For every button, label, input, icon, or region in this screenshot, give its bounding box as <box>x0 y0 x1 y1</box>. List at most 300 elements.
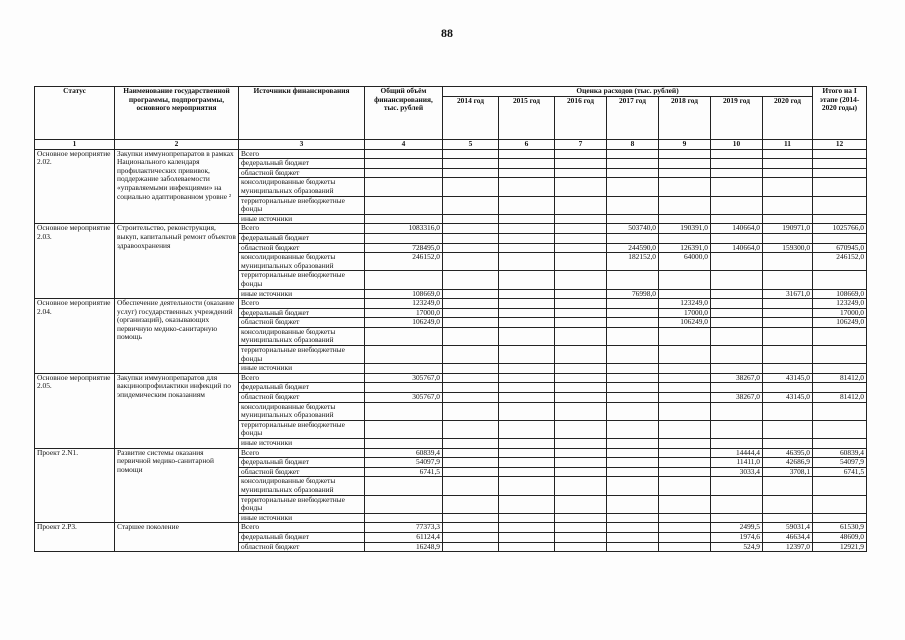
year-amount <box>659 327 711 345</box>
total-amount: 16248,9 <box>365 542 443 552</box>
year-amount <box>763 214 813 224</box>
funding-source: консолидированные бюджеты муниципальных образований <box>239 327 365 345</box>
column-index: 2 <box>115 140 239 150</box>
stage-sum <box>813 477 867 495</box>
year-amount <box>555 542 607 552</box>
year-amount: 190971,0 <box>763 224 813 234</box>
total-amount <box>365 159 443 169</box>
total-amount <box>365 439 443 449</box>
year-amount <box>443 233 499 243</box>
stage-sum: 108669,0 <box>813 289 867 299</box>
stage-sum <box>813 196 867 214</box>
stage-sum <box>813 168 867 178</box>
year-amount: 190391,0 <box>659 224 711 234</box>
year-amount <box>763 168 813 178</box>
year-amount <box>443 214 499 224</box>
year-amount <box>607 149 659 159</box>
row-status: Основное мероприятие 2.05. <box>35 373 115 448</box>
year-amount <box>555 477 607 495</box>
row-activity-name: Строительство, реконструкция, выкуп, капитальный ремонт объектов здравоохранения <box>115 224 239 299</box>
year-amount <box>555 420 607 438</box>
year-amount <box>443 318 499 328</box>
header-year: 2016 год <box>555 97 607 140</box>
total-amount: 60839,4 <box>365 448 443 458</box>
stage-sum: 81412,0 <box>813 373 867 383</box>
year-amount: 76998,0 <box>607 289 659 299</box>
row-activity-name: Старшее поколение <box>115 523 239 552</box>
year-amount <box>443 373 499 383</box>
total-amount <box>365 346 443 364</box>
year-amount <box>659 383 711 393</box>
funding-source: территориальные внебюджетные фонды <box>239 420 365 438</box>
header-year: 2017 год <box>607 97 659 140</box>
year-amount <box>711 495 763 513</box>
column-index: 5 <box>443 140 499 150</box>
year-amount <box>659 523 711 533</box>
row-status: Основное мероприятие 2.02. <box>35 149 115 224</box>
year-amount <box>443 513 499 523</box>
year-amount <box>499 224 555 234</box>
year-amount: 140664,0 <box>711 243 763 253</box>
year-amount: 59031,4 <box>763 523 813 533</box>
total-amount <box>365 477 443 495</box>
year-amount <box>555 439 607 449</box>
total-amount <box>365 149 443 159</box>
header-year: 2015 год <box>499 97 555 140</box>
funding-source: областной бюджет <box>239 318 365 328</box>
total-amount <box>365 513 443 523</box>
year-amount <box>659 364 711 374</box>
year-amount <box>659 458 711 468</box>
row-activity-name: Развитие системы оказания первичной медико-санитарной помощи <box>115 448 239 523</box>
funding-source: консолидированные бюджеты муниципальных образований <box>239 178 365 196</box>
year-amount <box>443 495 499 513</box>
year-amount <box>443 477 499 495</box>
funding-source: иные источники <box>239 513 365 523</box>
column-index: 6 <box>499 140 555 150</box>
year-amount <box>443 523 499 533</box>
year-amount <box>443 542 499 552</box>
year-amount <box>607 327 659 345</box>
year-amount <box>607 346 659 364</box>
year-amount <box>555 364 607 374</box>
row-status: Проект 2.P3. <box>35 523 115 552</box>
year-amount <box>443 299 499 309</box>
year-amount <box>555 513 607 523</box>
year-amount <box>443 346 499 364</box>
stage-sum <box>813 383 867 393</box>
year-amount <box>659 467 711 477</box>
year-amount <box>763 178 813 196</box>
funding-source: федеральный бюджет <box>239 532 365 542</box>
year-amount <box>607 420 659 438</box>
year-amount <box>443 168 499 178</box>
year-amount <box>711 196 763 214</box>
year-amount <box>607 159 659 169</box>
funding-source: консолидированные бюджеты муниципальных образований <box>239 477 365 495</box>
year-amount <box>443 420 499 438</box>
total-amount: 17000,0 <box>365 308 443 318</box>
year-amount <box>711 346 763 364</box>
table-row <box>35 373 867 383</box>
funding-source: федеральный бюджет <box>239 458 365 468</box>
funding-source: областной бюджет <box>239 243 365 253</box>
stage-sum <box>813 495 867 513</box>
year-amount <box>499 420 555 438</box>
year-amount <box>555 383 607 393</box>
year-amount: 3708,1 <box>763 467 813 477</box>
year-amount: 182152,0 <box>607 253 659 271</box>
year-amount: 3033,4 <box>711 467 763 477</box>
year-amount: 11411,0 <box>711 458 763 468</box>
table-row <box>35 523 867 533</box>
year-amount <box>555 243 607 253</box>
funding-source: территориальные внебюджетные фонды <box>239 495 365 513</box>
year-amount <box>607 513 659 523</box>
year-amount <box>499 346 555 364</box>
year-amount <box>443 149 499 159</box>
year-amount <box>763 402 813 420</box>
total-amount: 54097,9 <box>365 458 443 468</box>
year-amount <box>607 467 659 477</box>
total-amount <box>365 196 443 214</box>
row-activity-name: Обеспечение деятельности (оказание услуг) государственных учреждений (организаций), оказывающих первичную медико-санитарную помощь <box>115 299 239 374</box>
year-amount: 42686,9 <box>763 458 813 468</box>
year-amount <box>711 420 763 438</box>
stage-sum: 670945,0 <box>813 243 867 253</box>
year-amount <box>711 364 763 374</box>
year-amount <box>607 373 659 383</box>
year-amount <box>711 439 763 449</box>
year-amount <box>659 178 711 196</box>
stage-sum: 123249,0 <box>813 299 867 309</box>
year-amount <box>763 233 813 243</box>
stage-sum: 81412,0 <box>813 393 867 403</box>
year-amount <box>659 271 711 289</box>
year-amount <box>499 289 555 299</box>
year-amount: 524,9 <box>711 542 763 552</box>
total-amount: 61124,4 <box>365 532 443 542</box>
year-amount <box>443 458 499 468</box>
total-amount: 108669,0 <box>365 289 443 299</box>
year-amount <box>659 373 711 383</box>
year-amount <box>499 318 555 328</box>
year-amount <box>659 233 711 243</box>
year-amount <box>555 299 607 309</box>
header-name: Наименование государственной программы, подпрограммы, основного мероприятия <box>115 87 239 140</box>
page-number: 88 <box>441 26 453 40</box>
total-amount <box>365 327 443 345</box>
year-amount <box>607 318 659 328</box>
year-amount <box>499 214 555 224</box>
total-amount: 77373,3 <box>365 523 443 533</box>
year-amount <box>499 542 555 552</box>
year-amount <box>499 513 555 523</box>
total-amount <box>365 364 443 374</box>
year-amount <box>555 159 607 169</box>
funding-source: территориальные внебюджетные фонды <box>239 271 365 289</box>
year-amount <box>763 383 813 393</box>
stage-sum: 60839,4 <box>813 448 867 458</box>
total-amount <box>365 233 443 243</box>
year-amount <box>555 178 607 196</box>
year-amount <box>659 289 711 299</box>
year-amount <box>607 299 659 309</box>
year-amount <box>711 327 763 345</box>
header-total: Общий объём финансирования, тыс. рублей <box>365 87 443 140</box>
year-amount <box>763 439 813 449</box>
year-amount <box>763 253 813 271</box>
year-amount <box>443 271 499 289</box>
year-amount <box>711 159 763 169</box>
funding-source: федеральный бюджет <box>239 308 365 318</box>
funding-source: Всего <box>239 149 365 159</box>
year-amount <box>499 448 555 458</box>
year-amount <box>499 196 555 214</box>
stage-sum <box>813 439 867 449</box>
year-amount <box>443 178 499 196</box>
total-amount: 106249,0 <box>365 318 443 328</box>
year-amount: 38267,0 <box>711 373 763 383</box>
year-amount <box>555 523 607 533</box>
year-amount <box>499 178 555 196</box>
year-amount <box>607 233 659 243</box>
year-amount <box>659 513 711 523</box>
year-amount <box>499 467 555 477</box>
year-amount <box>659 159 711 169</box>
stage-sum: 106249,0 <box>813 318 867 328</box>
stage-sum <box>813 346 867 364</box>
year-amount <box>443 402 499 420</box>
year-amount <box>607 542 659 552</box>
year-amount <box>499 149 555 159</box>
year-amount <box>607 364 659 374</box>
year-amount <box>555 467 607 477</box>
year-amount <box>555 149 607 159</box>
year-amount <box>443 308 499 318</box>
year-amount <box>499 233 555 243</box>
funding-source: федеральный бюджет <box>239 233 365 243</box>
year-amount <box>607 168 659 178</box>
row-status: Основное мероприятие 2.04. <box>35 299 115 374</box>
year-amount: 159300,0 <box>763 243 813 253</box>
year-amount <box>659 196 711 214</box>
total-amount: 305767,0 <box>365 393 443 403</box>
year-amount <box>711 233 763 243</box>
header-source: Источники финансирования <box>239 87 365 140</box>
year-amount <box>555 233 607 243</box>
table-row <box>35 448 867 458</box>
total-amount <box>365 495 443 513</box>
table-body <box>35 149 867 552</box>
year-amount <box>443 467 499 477</box>
year-amount <box>499 383 555 393</box>
year-amount <box>763 477 813 495</box>
year-amount <box>659 393 711 403</box>
stage-sum: 17000,0 <box>813 308 867 318</box>
year-amount <box>659 532 711 542</box>
funding-source: иные источники <box>239 214 365 224</box>
year-amount <box>443 532 499 542</box>
year-amount: 38267,0 <box>711 393 763 403</box>
year-amount <box>711 178 763 196</box>
row-activity-name: Закупки иммунопрепаратов в рамках Национального календаря профилактических прививок, поддержание заболеваемости «управляемыми инфекциями» на социально адаптированном уровне ² <box>115 149 239 224</box>
year-amount <box>443 364 499 374</box>
stage-sum: 54097,9 <box>813 458 867 468</box>
funding-source: областной бюджет <box>239 168 365 178</box>
funding-source: Всего <box>239 448 365 458</box>
column-index: 3 <box>239 140 365 150</box>
column-index: 12 <box>813 140 867 150</box>
year-amount <box>555 253 607 271</box>
stage-sum: 61530,9 <box>813 523 867 533</box>
year-amount <box>607 393 659 403</box>
header-status: Статус <box>35 87 115 140</box>
funding-source: Всего <box>239 224 365 234</box>
year-amount <box>499 364 555 374</box>
year-amount: 46395,0 <box>763 448 813 458</box>
year-amount <box>711 289 763 299</box>
funding-source: федеральный бюджет <box>239 159 365 169</box>
year-amount: 106249,0 <box>659 318 711 328</box>
year-amount: 2499,5 <box>711 523 763 533</box>
year-amount <box>607 448 659 458</box>
year-amount <box>499 308 555 318</box>
funding-source: Всего <box>239 523 365 533</box>
year-amount <box>555 214 607 224</box>
year-amount <box>555 318 607 328</box>
year-amount: 123249,0 <box>659 299 711 309</box>
stage-sum: 1025766,0 <box>813 224 867 234</box>
stage-sum <box>813 214 867 224</box>
year-amount <box>443 393 499 403</box>
year-amount <box>499 373 555 383</box>
year-amount <box>659 495 711 513</box>
year-amount <box>659 346 711 364</box>
stage-sum <box>813 420 867 438</box>
header-year: 2014 год <box>443 97 499 140</box>
year-amount <box>555 448 607 458</box>
funding-source: консолидированные бюджеты муниципальных образований <box>239 402 365 420</box>
stage-sum: 246152,0 <box>813 253 867 271</box>
total-amount: 246152,0 <box>365 253 443 271</box>
year-amount <box>499 393 555 403</box>
year-amount <box>659 439 711 449</box>
year-amount <box>443 243 499 253</box>
year-amount <box>711 299 763 309</box>
year-amount <box>443 224 499 234</box>
stage-sum <box>813 513 867 523</box>
year-amount <box>763 299 813 309</box>
funding-source: областной бюджет <box>239 542 365 552</box>
stage-sum <box>813 327 867 345</box>
stage-sum: 48609,0 <box>813 532 867 542</box>
year-amount <box>555 308 607 318</box>
row-status: Проект 2.N1. <box>35 448 115 523</box>
year-amount <box>711 308 763 318</box>
year-amount <box>499 495 555 513</box>
table-row <box>35 224 867 234</box>
total-amount: 305767,0 <box>365 373 443 383</box>
year-amount <box>499 523 555 533</box>
year-amount <box>763 364 813 374</box>
year-amount <box>443 448 499 458</box>
funding-source: консолидированные бюджеты муниципальных образований <box>239 253 365 271</box>
year-amount <box>711 318 763 328</box>
stage-sum: 6741,5 <box>813 467 867 477</box>
year-amount <box>555 393 607 403</box>
table-row <box>35 299 867 309</box>
column-index: 8 <box>607 140 659 150</box>
year-amount <box>607 214 659 224</box>
stage-sum <box>813 159 867 169</box>
year-amount <box>499 253 555 271</box>
row-status: Основное мероприятие 2.03. <box>35 224 115 299</box>
year-amount <box>711 402 763 420</box>
year-amount <box>443 383 499 393</box>
year-amount <box>607 178 659 196</box>
year-amount: 1974,6 <box>711 532 763 542</box>
year-amount <box>499 271 555 289</box>
year-amount <box>499 532 555 542</box>
column-index: 9 <box>659 140 711 150</box>
year-amount <box>555 532 607 542</box>
funding-source: областной бюджет <box>239 467 365 477</box>
year-amount: 140664,0 <box>711 224 763 234</box>
funding-source: областной бюджет <box>239 393 365 403</box>
total-amount: 728495,0 <box>365 243 443 253</box>
funding-source: территориальные внебюджетные фонды <box>239 346 365 364</box>
year-amount <box>555 373 607 383</box>
stage-sum <box>813 402 867 420</box>
year-amount: 126391,0 <box>659 243 711 253</box>
total-amount <box>365 271 443 289</box>
total-amount: 1083316,0 <box>365 224 443 234</box>
year-amount <box>763 420 813 438</box>
year-amount <box>499 299 555 309</box>
year-amount <box>499 402 555 420</box>
year-amount <box>607 402 659 420</box>
year-amount <box>607 495 659 513</box>
year-amount <box>763 196 813 214</box>
year-amount: 43145,0 <box>763 373 813 383</box>
header-year: 2020 год <box>763 97 813 140</box>
stage-sum <box>813 149 867 159</box>
year-amount <box>763 495 813 513</box>
year-amount <box>555 224 607 234</box>
year-amount <box>555 168 607 178</box>
year-amount <box>555 327 607 345</box>
year-amount <box>499 439 555 449</box>
year-amount <box>555 346 607 364</box>
funding-source: Всего <box>239 373 365 383</box>
year-amount <box>711 168 763 178</box>
funding-source: территориальные внебюджетные фонды <box>239 196 365 214</box>
total-amount <box>365 178 443 196</box>
total-amount <box>365 214 443 224</box>
year-amount <box>443 253 499 271</box>
year-amount: 244590,0 <box>607 243 659 253</box>
total-amount <box>365 383 443 393</box>
year-amount <box>659 477 711 495</box>
stage-sum <box>813 271 867 289</box>
year-amount <box>555 289 607 299</box>
year-amount: 46634,4 <box>763 532 813 542</box>
year-amount <box>607 439 659 449</box>
year-amount <box>763 318 813 328</box>
year-amount <box>499 168 555 178</box>
year-amount <box>763 271 813 289</box>
